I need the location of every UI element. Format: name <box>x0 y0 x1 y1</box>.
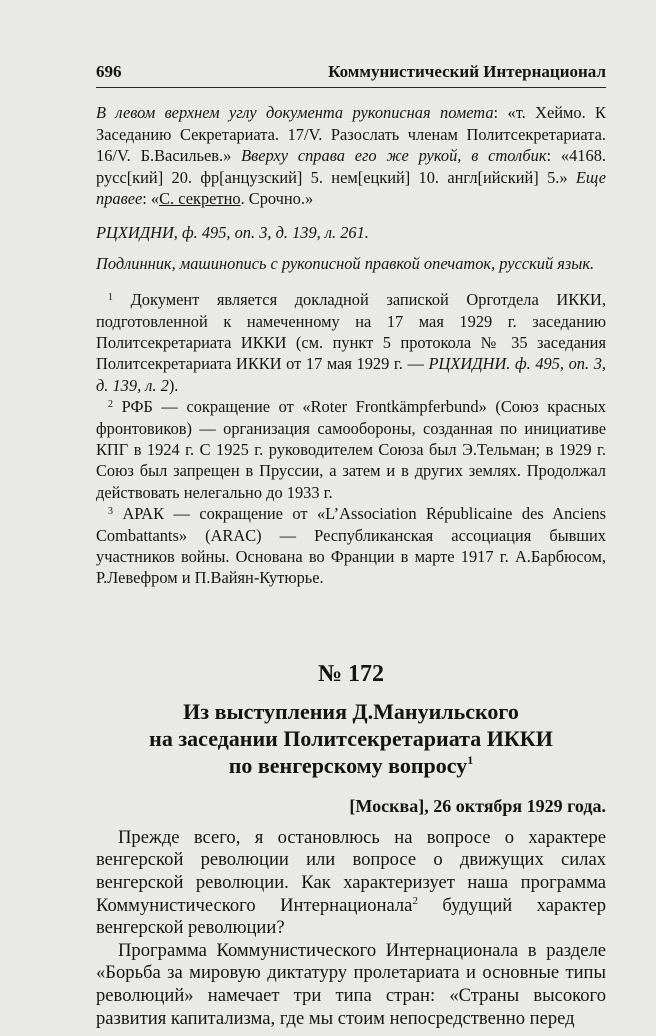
note-part-7: С. секретно <box>159 189 241 209</box>
archival-note <box>96 102 606 210</box>
document-title-line-3 <box>96 752 606 779</box>
footnote-1 <box>96 289 606 396</box>
body-paragraph-1 <box>96 827 606 940</box>
footnote-2 <box>96 396 606 503</box>
footnote-1-mark: 1 <box>108 292 113 304</box>
body-paragraph-1-text-a: Прежде всего, я остановлюсь на вопросе о характере венгерской революции или вопросе о движущих силах венгерской революции. Как характеризует наша программа Коммунистического Интернационала <box>96 826 606 916</box>
note-part-4: : «4168. русс[кий] 20. фр[анцузский] 5. нем[ецкий] 10. англ[ийский] 5.» <box>96 146 606 187</box>
footnote-3 <box>96 503 606 589</box>
page-number: 696 <box>96 62 122 81</box>
footnote-1-text: Документ является докладной запиской Орготдела ИККИ, подготовленной к намеченному на 17 мая 1929 г. заседанию Политсекретариата ИККИ (см. пункт 5 протокола № 35 заседания Политсекретариата ИККИ от 17 мая 1929 г. — <box>96 290 606 374</box>
footnote-1-ref: РЦХИДНИ. ф. 495, оп. 3, д. 139, л. 2 <box>96 354 606 395</box>
note-part-1: В левом верхнем углу документа рукописная помета <box>96 103 494 122</box>
dateline: [Москва], 26 октября 1929 года. <box>349 795 606 816</box>
document-number: № 172 <box>317 660 385 687</box>
footnote-3-text: АРАК — сокращение от «L’Association Républicaine des Anciens Combattants» (ARAC) — Республиканская ассоциация бывших участников войны. Основана во Франции в марте 1917 г. А.Барбюсом, Р.Левефром и П.Вайян-Кутюрье. <box>96 504 606 588</box>
running-header <box>96 62 606 88</box>
document-title-line-3-text: по венгерскому вопросу <box>228 752 468 778</box>
footnote-1-tail: ). <box>168 375 179 395</box>
original-description: Подлинник, машинопись с рукописной правкой опечаток, русский язык. <box>96 253 595 273</box>
footnote-3-mark: 3 <box>108 506 113 518</box>
note-part-6: : « <box>142 189 160 209</box>
document-title-line-1: Из выступления Д.Мануильского <box>183 698 519 724</box>
document-title-footnote-mark: 1 <box>467 752 474 767</box>
footnote-2-text: РФБ — сокращение от «Roter Frontkämpferbund» (Союз красных фронтовиков) — организация самообороны, созданная по инициативе КПГ в 1924 г. С 1925 г. руководителем Союза был Э.Тельман; в 1929 г. Союз был запрещен в Пруссии, а затем и в других землях. Продолжал действовать нелегально до 1933 г. <box>96 397 606 502</box>
body-paragraph-1-text-b: будущий характер венгерской революции? <box>96 894 607 939</box>
body-paragraph-2: Программа Коммунистического Интернационала в разделе «Борьба за мировую диктатуру пролетариата и основные типы революций» намечает три типа стран: «Страны высокого развития капитализма, где мы стоим непосредственно перед <box>96 939 606 1029</box>
document-title-line-2: на заседании Политсекретариата ИККИ <box>149 725 553 751</box>
running-title: Коммунистический Интернационал <box>328 62 606 81</box>
note-part-8: . Срочно.» <box>240 189 314 209</box>
archive-source: РЦХИДНИ, ф. 495, оп. 3, д. 139, л. 261. <box>96 222 369 242</box>
footnote-2-mark: 2 <box>108 399 113 411</box>
note-part-3: Вверху справа его же рукой, в столбик <box>241 146 547 166</box>
document-title <box>96 698 606 779</box>
body-paragraph-1-mark: 2 <box>412 894 418 907</box>
note-part-2: : «т. Хеймо. К Заседанию Секретариата. 17/V. Разослать членам Политсекретариата. 16/V. Б.Васильев.» <box>96 103 606 166</box>
note-part-5: Еще правее <box>96 167 606 209</box>
